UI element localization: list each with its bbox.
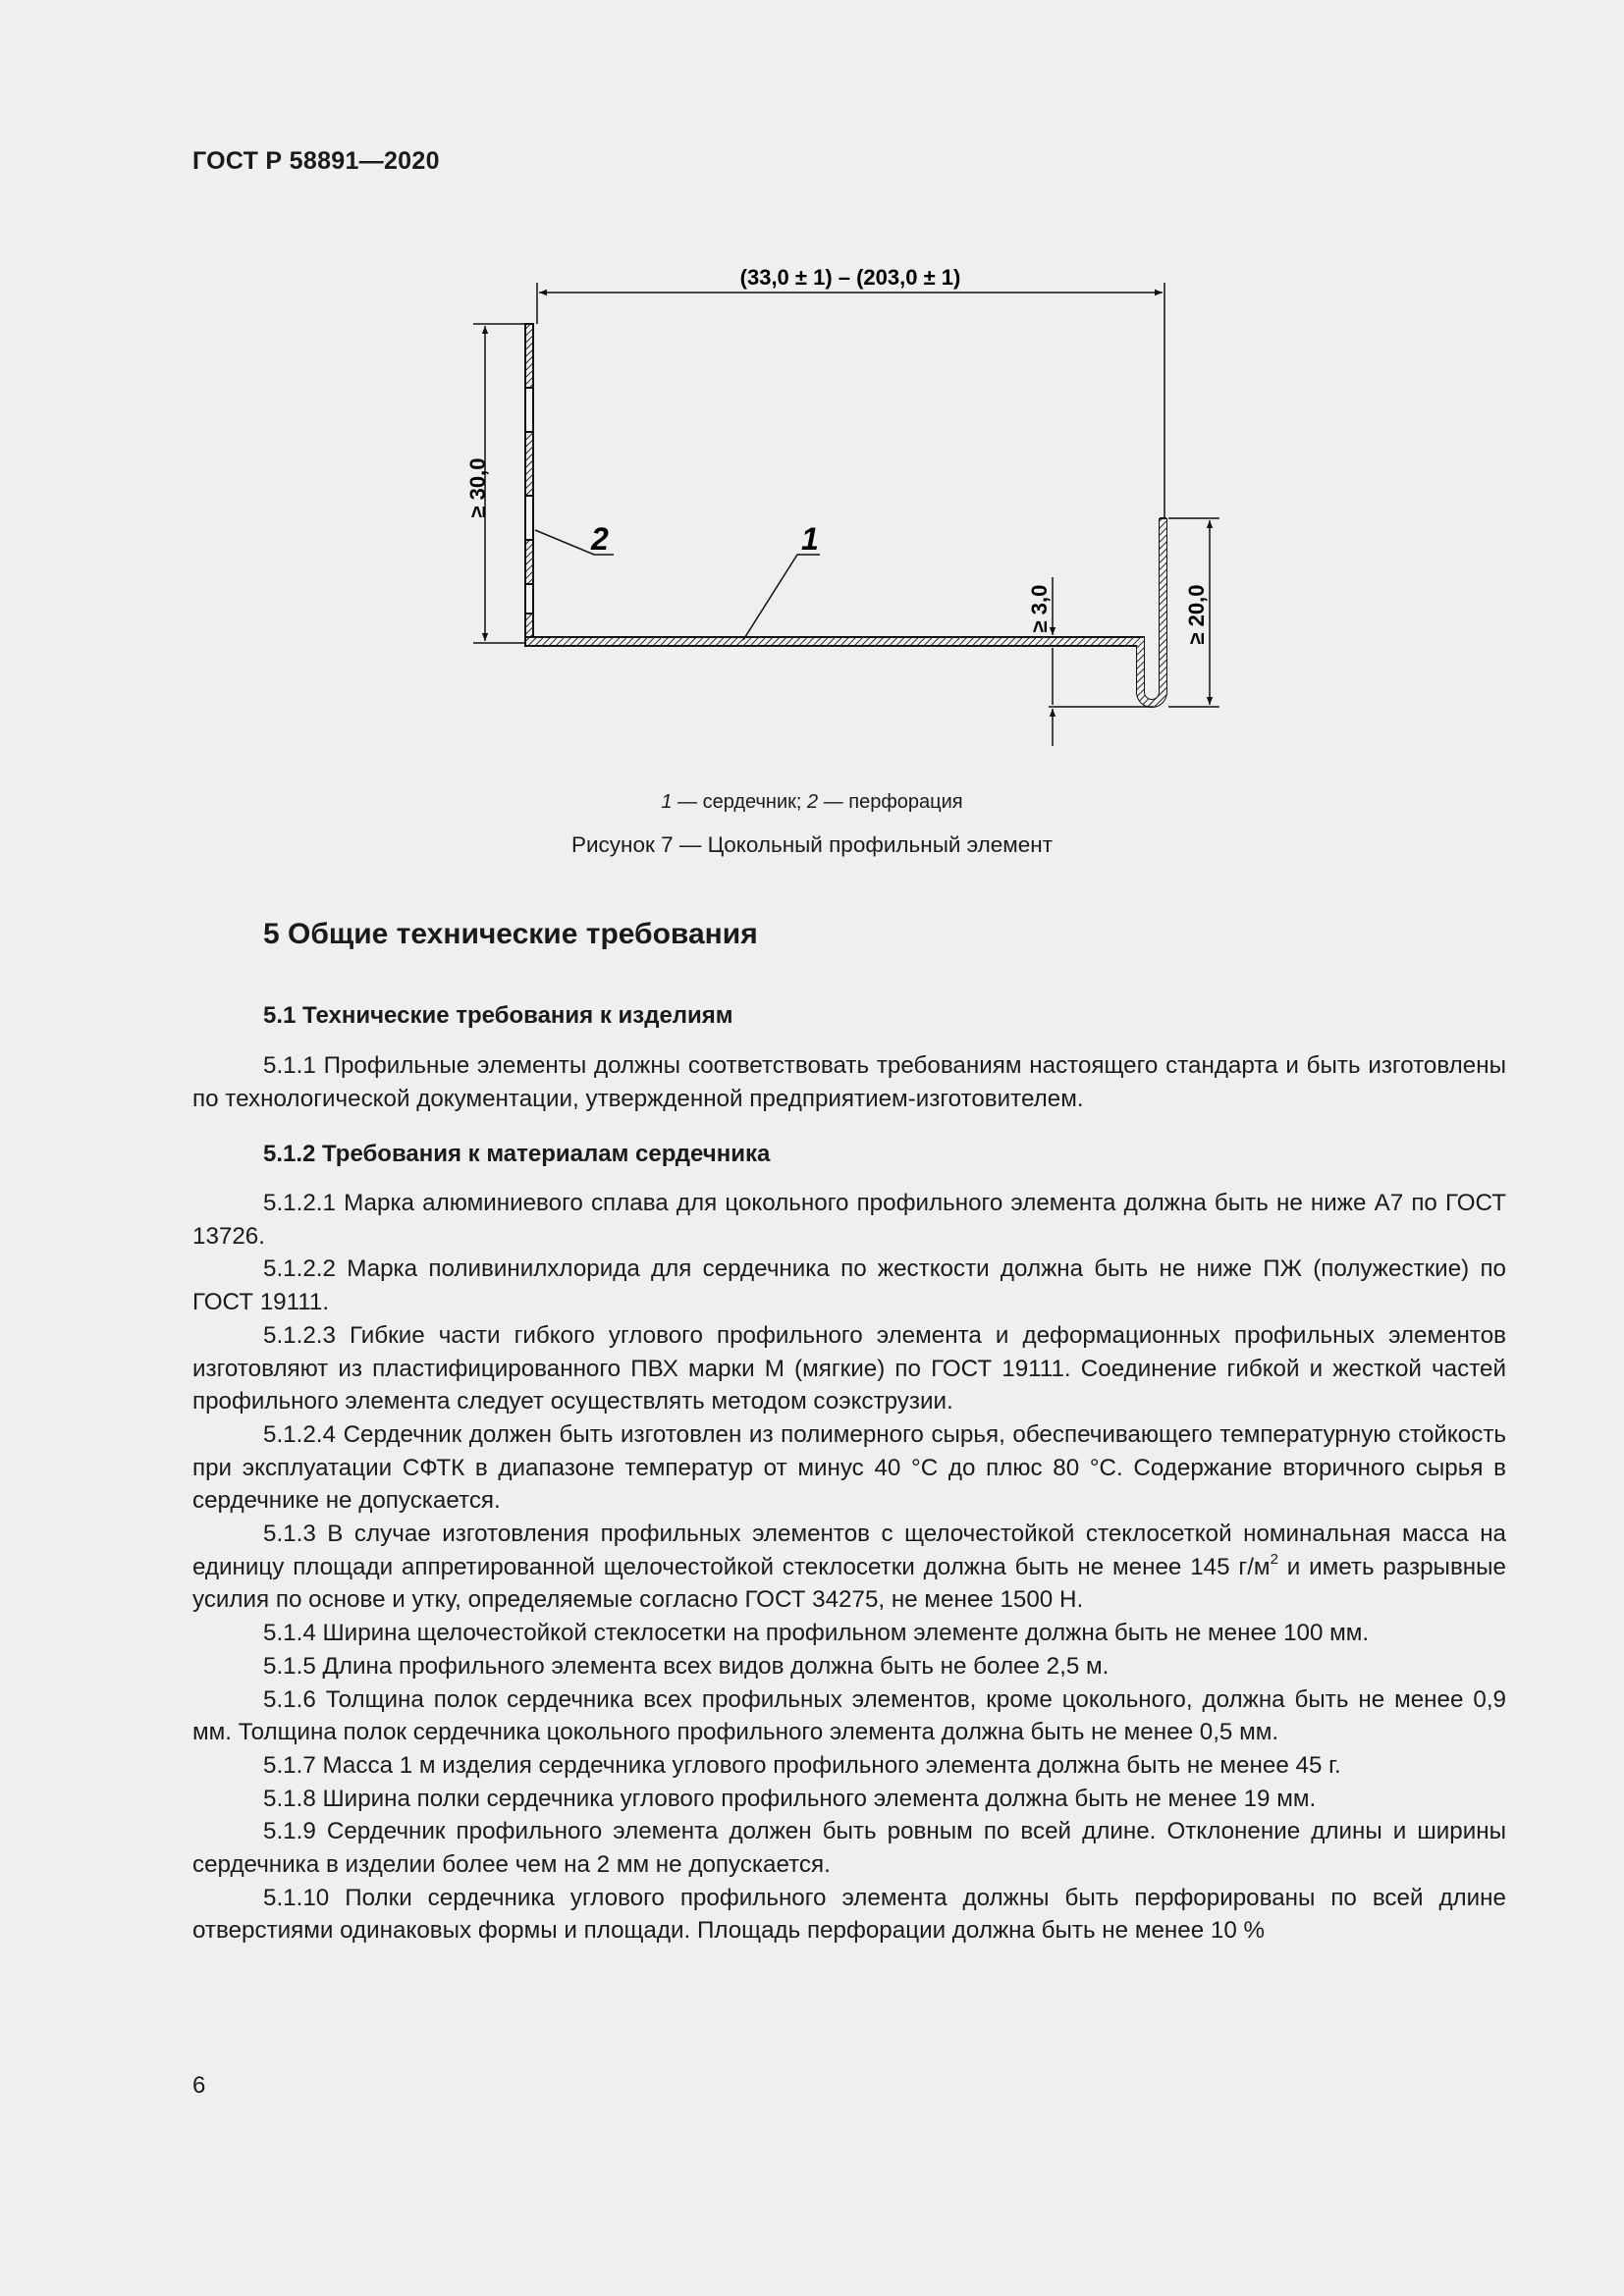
profile-drawing-figure [0, 0, 1624, 746]
paragraph-block-main [192, 1187, 1506, 1948]
legend-text-2: — перфорация [818, 791, 963, 813]
paragraph-block-5-1-1 [192, 1049, 1506, 1115]
paragraph-5-1-3-part-b: и иметь разрывные усилия по основе и утку, определяемые согласно ГОСТ 34275, не менее 1500 Н. [192, 1553, 1506, 1614]
paragraph-5-1-2-2: 5.1.2.2 Марка поливинилхлорида для сердечника по жесткости должна быть не ниже ПЖ (полужесткие) по ГОСТ 19111. [192, 1255, 1506, 1316]
paragraph-5-1-2-3: 5.1.2.3 Гибкие части гибкого углового профильного элемента и деформационных профильных элементов изготовляют из пластифицированного ПВХ марки М (мягкие) по ГОСТ 19111. Соединение гибкой и жесткой частей профильного элемента следует осуществлять методом соэкструзии. [192, 1321, 1506, 1415]
drip-fold [1137, 518, 1166, 707]
paragraph-5-1-8: 5.1.8 Ширина полки сердечника углового профильного элемента должна быть не менее 19 мм. [263, 1785, 1317, 1812]
paragraph-5-1-7: 5.1.7 Масса 1 м изделия сердечника углового профильного элемента должна быть не менее 45 г. [263, 1751, 1341, 1779]
section-title: 5 Общие технические требования [263, 918, 758, 950]
width-dimension [537, 283, 1164, 518]
paragraph-5-1-5: 5.1.5 Длина профильного элемента всех видов должна быть не более 2,5 м. [263, 1652, 1110, 1680]
page-number: 6 [192, 2072, 206, 2099]
paragraph-5-1-6: 5.1.6 Толщина полок сердечника всех профильных элементов, кроме цокольного, должна быть не менее 0,9 мм. Толщина полок сердечника цокольного профильного элемента должна быть не менее 0,5 мм. [192, 1685, 1506, 1746]
paragraph-5-1-2-4: 5.1.2.4 Сердечник должен быть изготовлен из полимерного сырья, обеспечивающего температурную стойкость при эксплуатации СФТК в диапазоне температур от минус 40 °С до плюс 80 °С. Содержание вторичного сырья в сердечнике не допускается. [192, 1420, 1506, 1515]
callout-leaders [535, 530, 820, 640]
callout-1-label: 1 [801, 521, 819, 557]
subsection-title-5-1-2: 5.1.2 Требования к материалам сердечника [263, 1141, 771, 1167]
dim-width-label: (33,0 ± 1) – (203,0 ± 1) [739, 265, 961, 290]
paragraph-5-1-3 [192, 1518, 1506, 1617]
profile-web [525, 637, 1144, 646]
legend-text-1: — сердечник; [672, 791, 808, 813]
figure-caption: Рисунок 7 — Цокольный профильный элемент [570, 832, 1054, 857]
document-code-header: ГОСТ Р 58891—2020 [192, 147, 440, 175]
figure-legend [0, 791, 1624, 814]
paragraph-5-1-1: 5.1.1 Профильные элементы должны соответствовать требованиям настоящего стандарта и быть изготовлены по технологической документации, утвержденной предприятием-изготовителем. [192, 1052, 1506, 1112]
callout-2-label: 2 [591, 521, 609, 557]
paragraph-5-1-9: 5.1.9 Сердечник профильного элемента должен быть ровным по всей длине. Отклонение длины и ширины сердечника в изделии более чем на 2 мм не допускается. [192, 1818, 1506, 1879]
subsection-title-5-1: 5.1 Технические требования к изделиям [263, 1002, 733, 1029]
left-flange [525, 324, 533, 643]
dim-right-height-label: ≥ 20,0 [1184, 584, 1209, 645]
legend-number-2: 2 [807, 791, 819, 813]
paragraph-5-1-2-1: 5.1.2.1 Марка алюминиевого сплава для цокольного профильного элемента должна быть не ниже А7 по ГОСТ 13726. [192, 1190, 1506, 1250]
paragraph-5-1-10: 5.1.10 Полки сердечника углового профильного элемента должны быть перфорированы по всей длине отверстиями одинаковых формы и площади. Площадь перфорации должна быть не менее 10 % [192, 1884, 1506, 1945]
legend-number-1: 1 [661, 791, 673, 813]
dim-step-label: ≥ 3,0 [1027, 584, 1052, 633]
dim-left-height-label: ≥ 30,0 [465, 457, 490, 518]
paragraph-5-1-3-part-a: 5.1.3 В случае изготовления профильных элементов с щелочестойкой стеклосеткой номинальная масса на единицу площади аппретированной щелочестойкой стеклосетки должна быть не менее 145 г/м [192, 1521, 1506, 1580]
paragraph-5-1-4: 5.1.4 Ширина щелочестойкой стеклосетки на профильном элементе должна быть не менее 100 мм. [263, 1620, 1370, 1647]
superscript-2: 2 [1270, 1550, 1278, 1568]
